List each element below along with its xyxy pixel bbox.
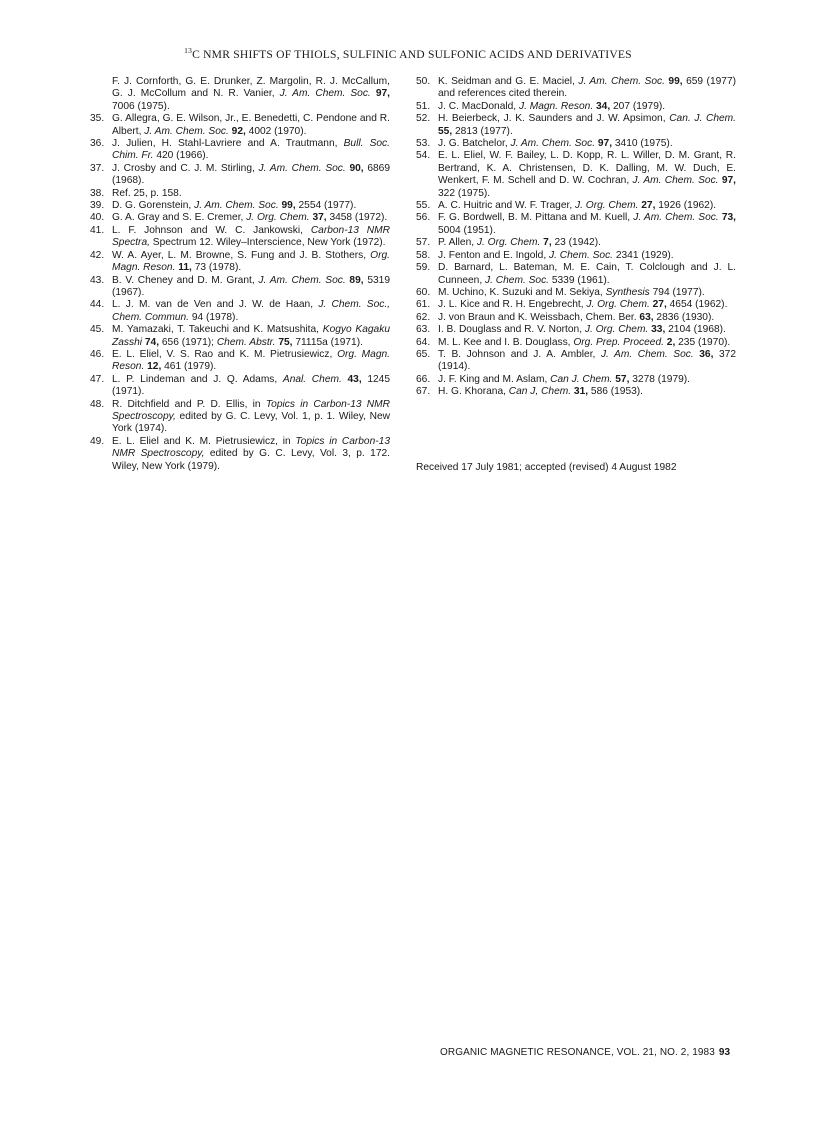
reference-volume: 33, — [651, 324, 666, 336]
reference-number: 62. — [416, 311, 431, 323]
reference-number: 67. — [416, 386, 431, 398]
reference-item — [416, 150, 736, 200]
reference-item — [90, 163, 390, 188]
reference-journal: J. Am. Chem. Soc. — [279, 88, 371, 100]
reference-journal: J. Org. Chem. — [575, 200, 639, 212]
reference-volume: 11, — [178, 262, 192, 274]
reference-number: 55. — [416, 200, 431, 212]
reference-text: L. P. Lindeman and J. Q. Adams, — [112, 373, 283, 385]
reference-number: 52. — [416, 113, 431, 125]
reference-text: W. A. Ayer, L. M. Browne, S. Fung and J. B. Stothers, — [112, 249, 371, 261]
reference-volume: 43, — [347, 373, 362, 385]
reference-text: 207 (1979). — [610, 100, 666, 112]
reference-text: 2836 (1930). — [653, 311, 715, 323]
reference-journal: J. Org. Chem. — [246, 212, 310, 224]
reference-item — [90, 299, 390, 324]
reference-item — [416, 212, 736, 237]
reference-journal: J. Am. Chem. Soc. — [578, 76, 665, 87]
reference-journal: Org. Magn. Reson. — [112, 249, 390, 274]
reference-text: edited by G. C. Levy, Vol. 3, p. 172. Wiley, New York (1979). — [112, 448, 391, 472]
reference-number: 44. — [90, 299, 105, 311]
reference-volume: 57, — [615, 373, 630, 385]
page-number: 93 — [718, 1047, 731, 1058]
reference-number: 56. — [416, 212, 431, 224]
reference-text: J. C. MacDonald, — [438, 100, 519, 112]
reference-volume: 34, — [596, 100, 611, 112]
reference-text: 1245 (1971). — [112, 373, 390, 398]
reference-item — [90, 399, 390, 436]
reference-text: 2104 (1968). — [665, 324, 726, 336]
reference-volume: 99, — [281, 200, 296, 212]
reference-text: D. G. Gorenstein, — [112, 200, 195, 212]
reference-volume: 97, — [721, 175, 736, 187]
reference-item — [416, 337, 736, 349]
reference-number: 39. — [90, 200, 105, 212]
reference-volume: 89, — [349, 274, 364, 286]
reference-text: E. L. Eliel, V. S. Rao and K. M. Pietrusiewicz, — [112, 348, 338, 360]
reference-text: 2813 (1977). — [452, 125, 513, 137]
reference-item — [416, 237, 736, 249]
reference-item — [90, 76, 390, 113]
reference-text: E. L. Eliel, W. F. Bailey, L. D. Kopp, R. L. Willer, D. M. Grant, R. Bertrand, K. A. Christensen, D. K. Dalling, M. W. Duch, E. Wenkert, F. M. Schell and D. W. Cochran, — [438, 150, 736, 187]
reference-journal: Carbon-13 NMR Spectra, — [112, 224, 391, 249]
reference-journal: Can J, Chem. — [508, 386, 572, 398]
reference-number: 37. — [90, 162, 105, 174]
reference-item — [90, 188, 390, 200]
reference-volume: 27, — [652, 299, 667, 311]
reference-journal: Chem. Abstr. — [216, 336, 276, 348]
reference-journal: J. Chem. Soc., Chem. Commun. — [112, 299, 391, 323]
reference-list-right — [416, 76, 736, 399]
reference-text: 794 (1977). — [649, 286, 705, 298]
reference-number: 41. — [90, 224, 105, 236]
reference-volume: 92, — [231, 125, 246, 137]
reference-text: L. F. Johnson and W. C. Jankowski, — [112, 224, 311, 236]
reference-text: 5004 (1951). — [438, 224, 496, 236]
reference-text: 2341 (1929). — [613, 249, 674, 261]
reference-number: 51. — [416, 100, 431, 112]
reference-number: 60. — [416, 286, 431, 298]
reference-volume: 99, — [668, 76, 683, 87]
reference-text: 73 (1978). — [191, 262, 242, 274]
reference-journal: J. Am. Chem. Soc. — [258, 162, 346, 174]
reference-item — [90, 225, 390, 250]
reference-text: 372 (1914). — [438, 348, 736, 373]
reference-journal: Can J. Chem. — [550, 373, 613, 385]
reference-item — [90, 200, 390, 212]
reference-volume: 97, — [597, 138, 613, 150]
reference-list-left — [90, 76, 390, 473]
reference-volume: 55, — [438, 125, 453, 137]
reference-item — [416, 299, 736, 311]
reference-volume: 74, — [144, 336, 160, 348]
reference-text: 4002 (1970). — [245, 125, 307, 137]
reference-text: L. J. M. van de Ven and J. W. de Haan, — [112, 299, 319, 311]
reference-journal: J. Am. Chem. Soc. — [258, 274, 346, 286]
reference-text: J. G. Batchelor, — [438, 138, 511, 150]
reference-text: F. J. Cornforth, G. E. Drunker, Z. Margolin, R. J. McCallum, G. J. McCollum and N. R. Vanier, — [112, 76, 390, 100]
reference-item — [416, 200, 736, 212]
reference-volume: 97, — [375, 88, 390, 100]
reference-text: H. G. Khorana, — [438, 386, 509, 398]
reference-number: 59. — [416, 262, 431, 274]
reference-volume: 27, — [641, 200, 656, 212]
reference-text: R. Ditchfield and P. D. Ellis, in — [112, 398, 266, 410]
reference-journal: Topics in Carbon-13 NMR Spectroscopy, — [112, 398, 391, 422]
reference-text: 6869 (1968). — [112, 162, 390, 187]
reference-journal: Kogyo Kagaku Zasshi — [112, 324, 390, 348]
reference-text: G. Allegra, G. E. Wilson, Jr., E. Benedetti, C. Pendone and R. Albert, — [112, 113, 390, 137]
reference-text: 5339 (1961). — [549, 274, 610, 286]
running-header — [0, 46, 816, 61]
reference-text: J. Crosby and C. J. M. Stirling, — [112, 162, 259, 174]
reference-volume: 36, — [699, 348, 714, 360]
reference-item — [416, 250, 736, 262]
reference-text: J. Fenton and E. Ingold, — [438, 249, 550, 261]
reference-item — [416, 138, 736, 150]
reference-volume: 90, — [349, 162, 364, 174]
reference-number: 42. — [90, 249, 105, 261]
reference-number: 64. — [416, 336, 431, 348]
reference-text: Spectrum 12. Wiley–Interscience, New York (1972). — [149, 237, 386, 249]
reference-journal: J. Am. Chem. Soc. — [144, 125, 229, 137]
reference-journal: J. Am. Chem. Soc. — [600, 348, 694, 360]
reference-number: 63. — [416, 324, 431, 336]
page-footer — [440, 1047, 730, 1058]
reference-number: 48. — [90, 398, 105, 410]
reference-text: 94 (1978). — [189, 311, 239, 323]
reference-journal: Synthesis — [605, 286, 650, 298]
reference-number: 58. — [416, 249, 431, 261]
reference-journal: J. Org. Chem. — [586, 299, 650, 311]
reference-text: B. V. Cheney and D. M. Grant, — [112, 274, 259, 286]
reference-text: 3410 (1975). — [612, 138, 673, 150]
reference-item — [416, 287, 736, 299]
reference-number: 54. — [416, 150, 431, 162]
reference-number: 50. — [416, 76, 431, 87]
reference-number: 47. — [90, 373, 105, 385]
reference-number: 53. — [416, 138, 431, 150]
reference-number: 46. — [90, 348, 105, 360]
reference-item — [90, 436, 390, 473]
reference-text: M. L. Kee and I. B. Douglass, — [438, 336, 574, 348]
reference-text: J. L. Kice and R. H. Engebrecht, — [438, 299, 587, 311]
reference-text: J. F. King and M. Aslam, — [438, 373, 551, 385]
reference-volume: 31, — [573, 386, 589, 398]
reference-text: M. Yamazaki, T. Takeuchi and K. Matsushita, — [112, 324, 323, 336]
reference-item — [90, 275, 390, 300]
reference-text: 4654 (1962). — [666, 299, 728, 311]
reference-text: 461 (1979). — [161, 361, 217, 373]
reference-number: 35. — [90, 113, 105, 125]
reference-text: 2554 (1977). — [295, 200, 357, 212]
footer-journal: ORGANIC MAGNETIC RESONANCE, VOL. 21, NO. 2, 1983 — [440, 1047, 715, 1058]
reference-journal: Org. Prep. Proceed. — [573, 336, 664, 348]
reference-text: 235 (1970). — [675, 336, 731, 348]
reference-text: I. B. Douglass and R. V. Norton, — [438, 324, 585, 336]
reference-number: 38. — [90, 187, 105, 199]
reference-text: 1926 (1962). — [655, 200, 717, 212]
reference-number: 49. — [90, 435, 105, 447]
reference-number: 45. — [90, 324, 105, 336]
reference-item — [416, 262, 736, 287]
header-title: C NMR SHIFTS OF THIOLS, SULFINIC AND SULFONIC ACIDS AND DERIVATIVES — [192, 47, 632, 61]
reference-number: 57. — [416, 237, 431, 249]
reference-text: D. Barnard, L. Bateman, M. E. Cain, T. Colclough and J. L. Cunneen, — [438, 262, 736, 286]
reference-journal: Bull. Soc. Chim. Fr. — [112, 138, 390, 162]
received-date-note: Received 17 July 1981; accepted (revised) 4 August 1982 — [416, 462, 677, 473]
reference-item — [90, 250, 390, 275]
reference-item — [416, 349, 736, 374]
reference-text: P. Allen, — [438, 237, 477, 249]
reference-text: J. von Braun and K. Weissbach, Chem. Ber. — [438, 311, 640, 323]
reference-text: 3278 (1979). — [629, 373, 691, 385]
reference-journal: J. Chem. Soc. — [485, 274, 549, 286]
header-superscript: 13 — [184, 46, 193, 55]
reference-text: 656 (1971); — [159, 336, 217, 348]
reference-item — [90, 349, 390, 374]
reference-text: 659 (1977) and references cited therein. — [438, 76, 737, 100]
reference-journal: Org. Magn. Reson. — [112, 348, 390, 373]
reference-text: H. Beierbeck, J. K. Saunders and J. W. Apsimon, — [438, 113, 670, 125]
reference-item — [416, 76, 736, 101]
reference-number: 36. — [90, 138, 105, 150]
reference-item — [90, 324, 390, 349]
reference-journal: Can. J. Chem. — [669, 113, 736, 125]
reference-item — [416, 324, 736, 336]
reference-item — [416, 386, 736, 398]
reference-text: F. G. Bordwell, B. M. Pittana and M. Kuell, — [438, 212, 634, 224]
reference-text: K. Seidman and G. E. Maciel, — [438, 76, 579, 87]
reference-text: 5319 (1967). — [112, 274, 390, 298]
reference-number: 40. — [90, 212, 105, 224]
reference-number: 61. — [416, 299, 431, 311]
reference-text: 322 (1975). — [438, 187, 491, 199]
reference-journal: Anal. Chem. — [282, 373, 342, 385]
reference-item — [90, 374, 390, 399]
reference-text: G. A. Gray and S. E. Cremer, — [112, 212, 247, 224]
reference-text: 23 (1942). — [551, 237, 601, 249]
reference-item — [416, 113, 736, 138]
reference-text: edited by G. C. Levy, Vol. 1, p. 1. Wiley, New York (1974). — [112, 410, 390, 435]
reference-item — [416, 101, 736, 113]
reference-journal: J. Chem. Soc. — [549, 249, 613, 261]
reference-item — [416, 374, 736, 386]
reference-number: 66. — [416, 373, 431, 385]
reference-journal: J. Org. Chem. — [584, 324, 649, 336]
reference-volume: 73, — [721, 212, 736, 224]
reference-text: Ref. 25, p. 158. — [112, 187, 182, 199]
reference-text: E. L. Eliel and K. M. Pietrusiewicz, in — [112, 435, 296, 447]
reference-volume: 7, — [543, 237, 552, 249]
reference-number: 43. — [90, 274, 105, 286]
reference-item — [416, 312, 736, 324]
reference-text: M. Uchino, K. Suzuki and M. Sekiya, — [438, 286, 606, 298]
reference-volume: 12, — [147, 361, 162, 373]
reference-item — [90, 138, 390, 163]
reference-text: 7006 (1975). — [112, 100, 170, 112]
reference-text: 586 (1953). — [588, 386, 644, 398]
reference-volume: 63, — [639, 311, 654, 323]
reference-journal: J. Org. Chem. — [476, 237, 541, 249]
reference-text: 3458 (1972). — [326, 212, 388, 224]
reference-journal: Topics in Carbon-13 NMR Spectroscopy, — [112, 435, 390, 460]
reference-journal: J. Am. Chem. Soc. — [194, 200, 279, 212]
reference-text: T. B. Johnson and J. A. Ambler, — [438, 348, 601, 360]
reference-volume: 75, — [278, 336, 293, 348]
reference-item — [90, 212, 390, 224]
reference-item — [90, 113, 390, 138]
reference-text: A. C. Huitric and W. F. Trager, — [438, 200, 576, 212]
reference-journal: J. Magn. Reson. — [518, 100, 594, 112]
reference-number: 65. — [416, 348, 431, 360]
reference-volume: 2, — [666, 336, 676, 348]
reference-text: 71115a (1971). — [292, 336, 363, 348]
reference-volume: 37, — [312, 212, 327, 224]
reference-journal: J. Am. Chem. Soc. — [632, 175, 719, 187]
reference-journal: J. Am. Chem. Soc. — [633, 212, 719, 224]
reference-journal: J. Am. Chem. Soc. — [510, 138, 596, 150]
reference-text: 420 (1966). — [153, 150, 209, 162]
reference-text: J. Julien, H. Stahl-Lavriere and A. Trautmann, — [112, 138, 344, 150]
